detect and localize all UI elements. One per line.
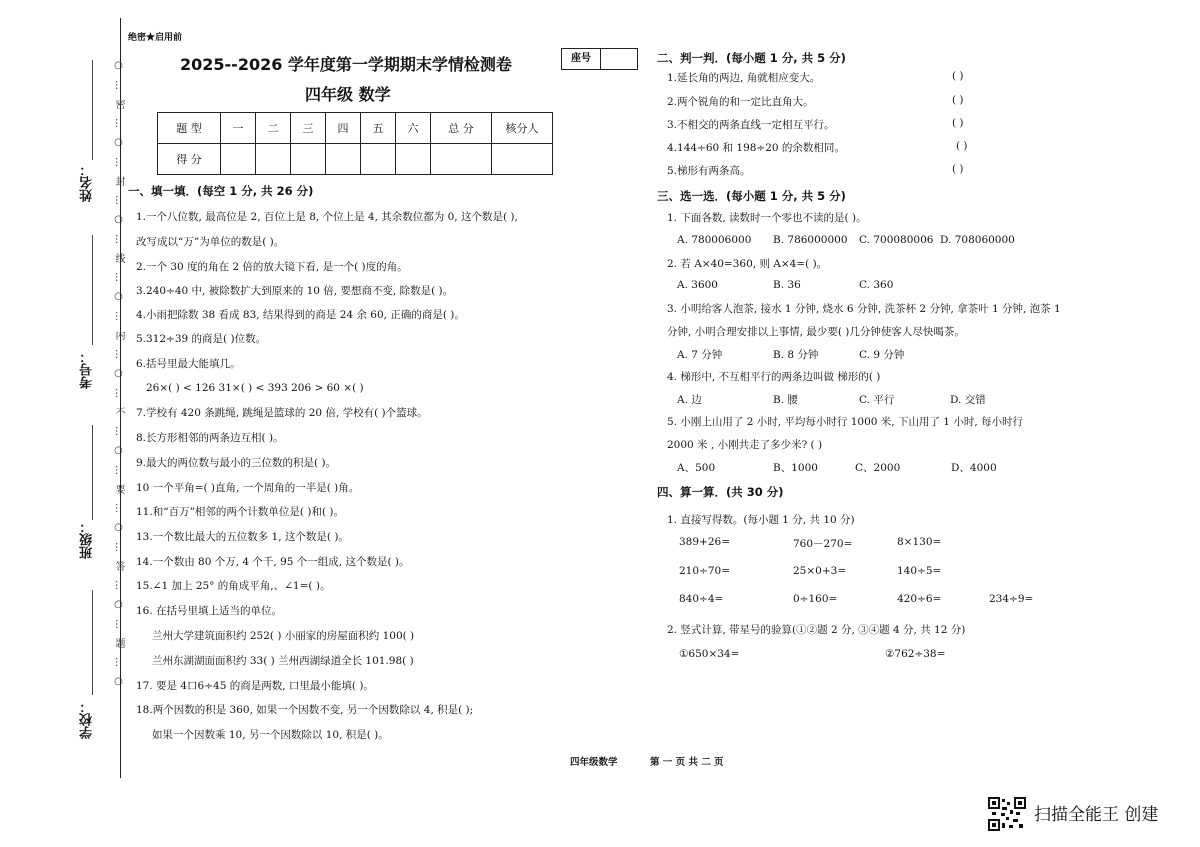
question-line: 兰州东湖湖面面积约 33( ) 兰州西湖绿道全长 101.98( ): [152, 655, 414, 667]
section1-title: 一、填一填．(每空 1 分, 共 26 分): [128, 184, 314, 198]
section2-title: 二、判一判．(每小题 1 分, 共 5 分): [657, 51, 846, 65]
seal-line-dots: ○…密…○…封…○…线…○…内…○…不…○…要…○…答…○…题…○: [113, 60, 124, 696]
school-label: 学校：: [80, 700, 95, 739]
question-line: 16. 在括号里填上适当的单位。: [136, 605, 283, 617]
scanner-watermark: 扫描全能王 创建: [1034, 805, 1159, 825]
choice-option: C、2000: [855, 462, 901, 474]
exam-no-label: 考号：: [80, 350, 95, 389]
question-line: 1.一个八位数, 最高位是 2, 百位上是 8, 个位上是 4, 其余数位都为 0, 这个数是( ),: [136, 211, 518, 223]
class-blank-line: [92, 425, 93, 520]
question-line: 4.小雨把除数 38 看成 83, 结果得到的商是 24 余 60, 正确的商是( )。: [136, 309, 465, 321]
qr-code-icon: [988, 797, 1026, 831]
score-header-cell: 二: [256, 113, 291, 144]
score-table: [157, 112, 553, 175]
score-header-cell: 总 分: [431, 113, 492, 144]
question-line: 14.一个数由 80 个万, 4 个千, 95 个一组成, 这个数是( )。: [136, 556, 410, 568]
score-table-score-row: [158, 144, 553, 175]
question-line: 26×( ) < 126 31×( ) < 393 206 > 60 ×( ): [146, 382, 364, 394]
judge-bracket: ( ): [952, 94, 964, 106]
score-cell: [291, 144, 326, 175]
question-line: 15.∠1 加上 25° 的角成平角,、∠1=( )。: [136, 580, 331, 592]
choice-option: D、4000: [951, 462, 997, 474]
score-cell: [361, 144, 396, 175]
calc-item: 760－270=: [793, 538, 853, 550]
question-line: 13.一个数比最大的五位数多 1, 这个数是( )。: [136, 531, 349, 543]
choice-question: 1. 下面各数, 读数时一个零也不读的是( )。: [667, 212, 867, 224]
judge-item: 2.两个锐角的和一定比直角大。: [667, 96, 814, 108]
choice-option: C. 700080006: [859, 234, 934, 246]
calc-item: 389+26=: [679, 536, 730, 548]
judge-item: 3.不相交的两条直线一定相互平行。: [667, 119, 835, 131]
seat-number-box: [561, 48, 638, 70]
calc-item: 210÷70=: [679, 565, 730, 577]
question-line: 兰州大学建筑面积约 252( ) 小丽家的房屋面积约 100( ): [152, 630, 415, 642]
question-line: 17. 要是 4口6÷45 的商是两数, 口里最小能填( )。: [136, 680, 374, 692]
question-line: 10 一个平角=( )直角, 一个周角的一半是( )角。: [136, 482, 360, 494]
judge-bracket: ( ): [952, 70, 964, 82]
score-header-cell: 六: [396, 113, 431, 144]
question-line: 5.312÷39 的商是( )位数。: [136, 333, 267, 345]
score-cell: [492, 144, 553, 175]
judge-item: 1.延长角的两边, 角就相应变大。: [667, 72, 821, 84]
vertical-calc-item: ①650×34=: [679, 648, 740, 660]
score-cell: [396, 144, 431, 175]
score-cell: [256, 144, 291, 175]
calc-item: 420÷6=: [897, 593, 942, 605]
class-label: 班级：: [80, 520, 95, 559]
seat-blank: [601, 49, 637, 69]
question-line: 如果一个因数乘 10, 另一个因数除以 10, 积是( )。: [152, 729, 389, 741]
choice-option: A. 7 分钟: [677, 349, 723, 361]
calc-item: 25×0+3=: [793, 565, 847, 577]
section3-title: 三、选一选．(每小题 1 分, 共 5 分): [657, 189, 846, 203]
choice-option: C. 平行: [859, 394, 895, 406]
calc-subtitle: 1. 直接写得数。(每小题 1 分, 共 10 分): [667, 514, 855, 526]
choice-option: B. 786000000: [773, 234, 848, 246]
footer-subject: 四年级数学: [570, 757, 618, 768]
score-table-header-row: [158, 113, 553, 144]
judge-bracket: ( ): [952, 163, 964, 175]
question-line: 6.括号里最大能填几。: [136, 358, 241, 370]
score-header-cell: 题 型: [158, 113, 221, 144]
choice-option: B. 8 分钟: [773, 349, 819, 361]
choice-option: B. 腰: [773, 394, 798, 406]
choice-question: 2. 若 A×40=360, 则 A×4=( )。: [667, 258, 828, 270]
choice-option: C. 360: [859, 279, 894, 291]
question-line: 9.最大的两位数与最小的三位数的积是( )。: [136, 457, 337, 469]
score-cell: [326, 144, 361, 175]
score-row-label: 得 分: [158, 144, 221, 175]
judge-bracket: ( ): [952, 117, 964, 129]
choice-question: 分钟, 小明合理安排以上事情, 最少要( )几分钟使客人尽快喝茶。: [667, 326, 965, 338]
exam-no-blank-line: [92, 235, 93, 345]
calc-item: 234÷9=: [989, 593, 1034, 605]
score-cell: [431, 144, 492, 175]
vertical-calc-item: ②762÷38=: [885, 648, 946, 660]
question-line: 7.学校有 420 条跳绳, 跳绳是篮球的 20 倍, 学校有( )个篮球。: [136, 407, 428, 419]
choice-option: D. 交错: [950, 394, 986, 406]
choice-option: B. 36: [773, 279, 801, 291]
school-blank-line: [92, 590, 93, 695]
calc-item: 140÷5=: [897, 565, 942, 577]
choice-question: 4. 梯形中, 不互相平行的两条边叫做 梯形的( ): [667, 371, 881, 383]
score-header-cell: 四: [326, 113, 361, 144]
calc-item: 8×130=: [897, 536, 942, 548]
choice-question: 3. 小明给客人泡茶, 接水 1 分钟, 烧水 6 分钟, 洗茶杯 2 分钟, 拿茶叶 1 分钟, 泡茶 1: [667, 303, 1061, 315]
question-line: 2.一个 30 度的角在 2 倍的放大镜下看, 是一个( )度的角。: [136, 261, 408, 273]
question-line: 11.和“百万”相邻的两个计数单位是( )和( )。: [136, 506, 344, 518]
choice-option: C. 9 分钟: [859, 349, 905, 361]
question-line: 3.240÷40 中, 被除数扩大到原来的 10 倍, 要想商不变, 除数是( )。: [136, 285, 454, 297]
score-header-cell: 五: [361, 113, 396, 144]
choice-option: A. 3600: [677, 279, 718, 291]
choice-option: B、1000: [773, 462, 818, 474]
name-label: 姓名：: [80, 163, 95, 202]
exam-subtitle: 四年级 数学: [305, 85, 391, 104]
calc-item: 840÷4=: [679, 593, 724, 605]
choice-option: A、500: [677, 462, 716, 474]
score-header-cell: 三: [291, 113, 326, 144]
choice-question: 2000 米 , 小刚共走了多少米? ( ): [667, 439, 823, 451]
footer-page: 第 一 页 共 二 页: [650, 757, 724, 768]
choice-option: D. 708060000: [940, 234, 1015, 246]
choice-question: 5. 小刚上山用了 2 小时, 平均每小时行 1000 米, 下山用了 1 小时, 每小时行: [667, 416, 1023, 428]
calc-subtitle: 2. 竖式计算, 带星号的验算(①②题 2 分, ③④题 4 分, 共 12 分): [667, 624, 966, 636]
score-cell: [221, 144, 256, 175]
question-line: 18.两个因数的积是 360, 如果一个因数不变, 另一个因数除以 4, 积是( );: [136, 704, 474, 716]
score-header-cell: 一: [221, 113, 256, 144]
seat-label: 座号: [562, 49, 601, 69]
calc-item: 0÷160=: [793, 593, 838, 605]
name-blank-line: [92, 60, 93, 160]
judge-bracket: ( ): [956, 140, 968, 152]
choice-option: A. 780006000: [677, 234, 752, 246]
secret-mark: 绝密★启用前: [128, 33, 183, 43]
choice-option: A. 边: [677, 394, 702, 406]
judge-item: 5.梯形有两条高。: [667, 165, 751, 177]
exam-title: 2025--2026 学年度第一学期期末学情检测卷: [180, 55, 512, 74]
question-line: 改写成以“万”为单位的数是( )。: [136, 236, 285, 248]
judge-item: 4.144÷60 和 198÷20 的余数相同。: [667, 142, 845, 154]
question-line: 8.长方形相邻的两条边互相( )。: [136, 432, 284, 444]
score-header-cell: 核分人: [492, 113, 553, 144]
section4-title: 四、算一算．(共 30 分): [657, 485, 784, 499]
